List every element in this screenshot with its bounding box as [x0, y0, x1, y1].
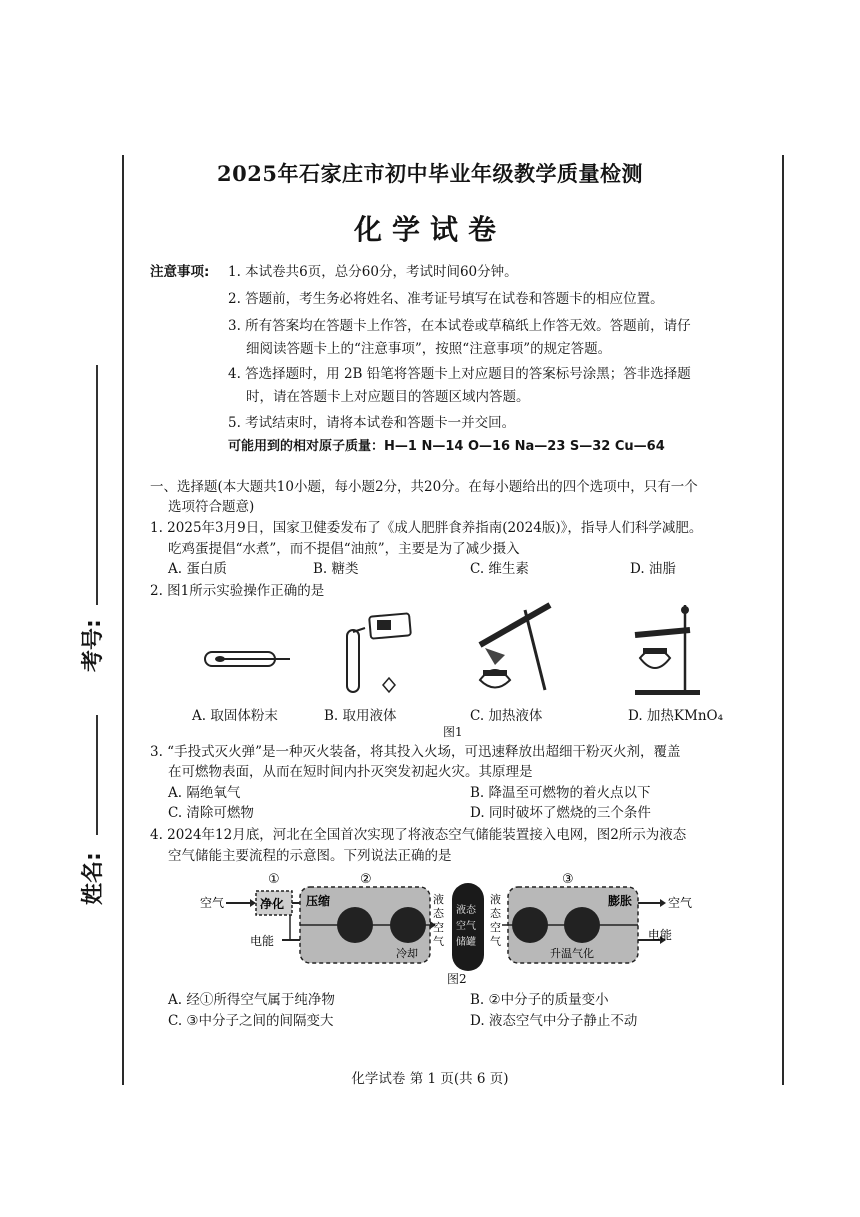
notice-item: 细阅读答题卡上的“注意事项”，按照“注意事项”的规定答题。 — [246, 341, 612, 357]
step-3-label: ③ — [562, 872, 574, 887]
q2-stem: 2. 图1所示实验操作正确的是 — [150, 583, 325, 599]
expand-label: 膨胀 — [608, 894, 633, 908]
q3-stem: 3. “手投式灭火弹”是一种灭火装备，将其投入火场，可迅速释放出超细干粉灭火剂，覆盖 — [150, 744, 681, 760]
tank-label: 空气 — [456, 921, 476, 932]
q1-stem-cont: 吃鸡蛋提倡“水煮”，而不提倡“油煎”，主要是为了减少摄入 — [168, 541, 520, 557]
tank-label: 液态 — [456, 905, 476, 916]
step-2-label: ② — [360, 872, 372, 887]
exam-title: 2025年石家庄市初中毕业年级教学质量检测 — [217, 161, 643, 186]
liquid-air-char: 态 — [490, 907, 501, 920]
left-border-line — [122, 155, 124, 1085]
q1-stem: 1. 2025年3月9日，国家卫健委发布了《成人肥胖食养指南(2024版)》，指导人们科学减肥。 — [150, 520, 703, 536]
q3-option-c: C. 清除可燃物 — [168, 805, 254, 821]
q4-stem: 4. 2024年12月底，河北在全国首次实现了将液态空气储能装置接入电网，图2所示为液态 — [150, 827, 687, 843]
q3-option-d: D. 同时破坏了燃烧的三个条件 — [470, 805, 651, 821]
alcohol-lamp-heating-icon — [480, 605, 550, 690]
notice-item: 4. 答选择题时，用 2B 铅笔将答题卡上对应题目的答案标号涂黑；答非选择题 — [228, 366, 691, 382]
test-tube-horizontal-icon — [205, 652, 290, 666]
tank-label: 储罐 — [456, 937, 476, 948]
notice-item: 1. 本试卷共6页，总分60分，考试时间60分钟。 — [228, 264, 518, 280]
figure-2-caption: 图2 — [447, 972, 467, 986]
q2-option-b: B. 取用液体 — [324, 708, 397, 724]
liquid-air-char: 气 — [433, 935, 444, 948]
exam-number-line — [96, 365, 98, 605]
figure-1-caption: 图1 — [443, 725, 463, 739]
section-heading: 一、选择题(本大题共10小题，每小题2分，共20分。在每小题给出的四个选项中，只有一个 — [150, 479, 698, 495]
notice-item: 2. 答题前，考生务必将姓名、准考证号填写在试卷和答题卡的相应位置。 — [228, 291, 664, 307]
q4-option-a: A. 经①所得空气属于纯净物 — [168, 992, 335, 1008]
atomic-mass-line: 可能用到的相对原子质量：H—1 N—14 O—16 Na—23 S—32 Cu—64 — [228, 439, 665, 454]
air-out-label: 空气 — [668, 896, 693, 910]
q2-option-c: C. 加热液体 — [470, 708, 543, 724]
exam-number-label: 考号: — [81, 619, 106, 672]
iron-stand-heating-icon — [635, 605, 700, 695]
q1-option-b: B. 糖类 — [313, 561, 359, 577]
q1-option-c: C. 维生素 — [470, 561, 529, 577]
liquid-air-char: 液 — [433, 893, 444, 906]
liquid-air-char: 气 — [490, 935, 501, 948]
step-1-label: ① — [268, 872, 280, 887]
q3-stem-cont: 在可燃物表面，从而在短时间内扑灭突发初起火灾。其原理是 — [168, 764, 533, 780]
page-footer: 化学试卷 第 1 页(共 6 页) — [351, 1071, 509, 1087]
liquid-air-char: 态 — [433, 907, 444, 920]
cool-label: 冷却 — [396, 947, 418, 960]
notice-item: 5. 考试结束时，请将本试卷和答题卡一并交回。 — [228, 415, 516, 431]
name-label: 姓名: — [81, 852, 106, 905]
notice-label: 注意事项: — [150, 264, 210, 280]
right-border-line — [782, 155, 784, 1085]
q2-option-a: A. 取固体粉末 — [192, 708, 278, 724]
figure-2-diagram — [190, 865, 710, 975]
air-in-label: 空气 — [200, 896, 225, 910]
power-out-label: 电能 — [648, 928, 673, 942]
notice-item: 时，请在答题卡上对应题目的答题区域内答题。 — [246, 389, 530, 405]
reagent-bottle-icon — [347, 613, 411, 692]
q4-stem-cont: 空气储能主要流程的示意图。下列说法正确的是 — [168, 848, 452, 864]
q4-option-d: D. 液态空气中分子静止不动 — [470, 1013, 638, 1029]
purify-label: 净化 — [260, 897, 285, 911]
figure-1-illustration — [195, 600, 755, 700]
subject-title: 化学试卷 — [353, 213, 506, 246]
liquid-air-char: 空 — [490, 921, 501, 934]
liquid-air-char: 空 — [433, 921, 444, 934]
q4-option-b: B. ②中分子的质量变小 — [470, 992, 609, 1008]
heat-label: 升温气化 — [550, 947, 594, 960]
q3-option-a: A. 隔绝氧气 — [168, 785, 241, 801]
compress-label: 压缩 — [306, 894, 331, 908]
q2-option-d: D. 加热KMnO₄ — [628, 708, 724, 724]
notice-item: 3. 所有答案均在答题卡上作答，在本试卷或草稿纸上作答无效。答题前，请仔 — [228, 318, 691, 334]
q4-option-c: C. ③中分子之间的间隔变大 — [168, 1013, 334, 1029]
liquid-air-char: 液 — [490, 893, 501, 906]
section-heading-cont: 选项符合题意) — [168, 499, 255, 515]
q1-option-d: D. 油脂 — [630, 561, 676, 577]
power-in-label: 电能 — [250, 934, 275, 948]
q1-option-a: A. 蛋白质 — [168, 561, 227, 577]
q3-option-b: B. 降温至可燃物的着火点以下 — [470, 785, 651, 801]
name-line — [96, 715, 98, 835]
